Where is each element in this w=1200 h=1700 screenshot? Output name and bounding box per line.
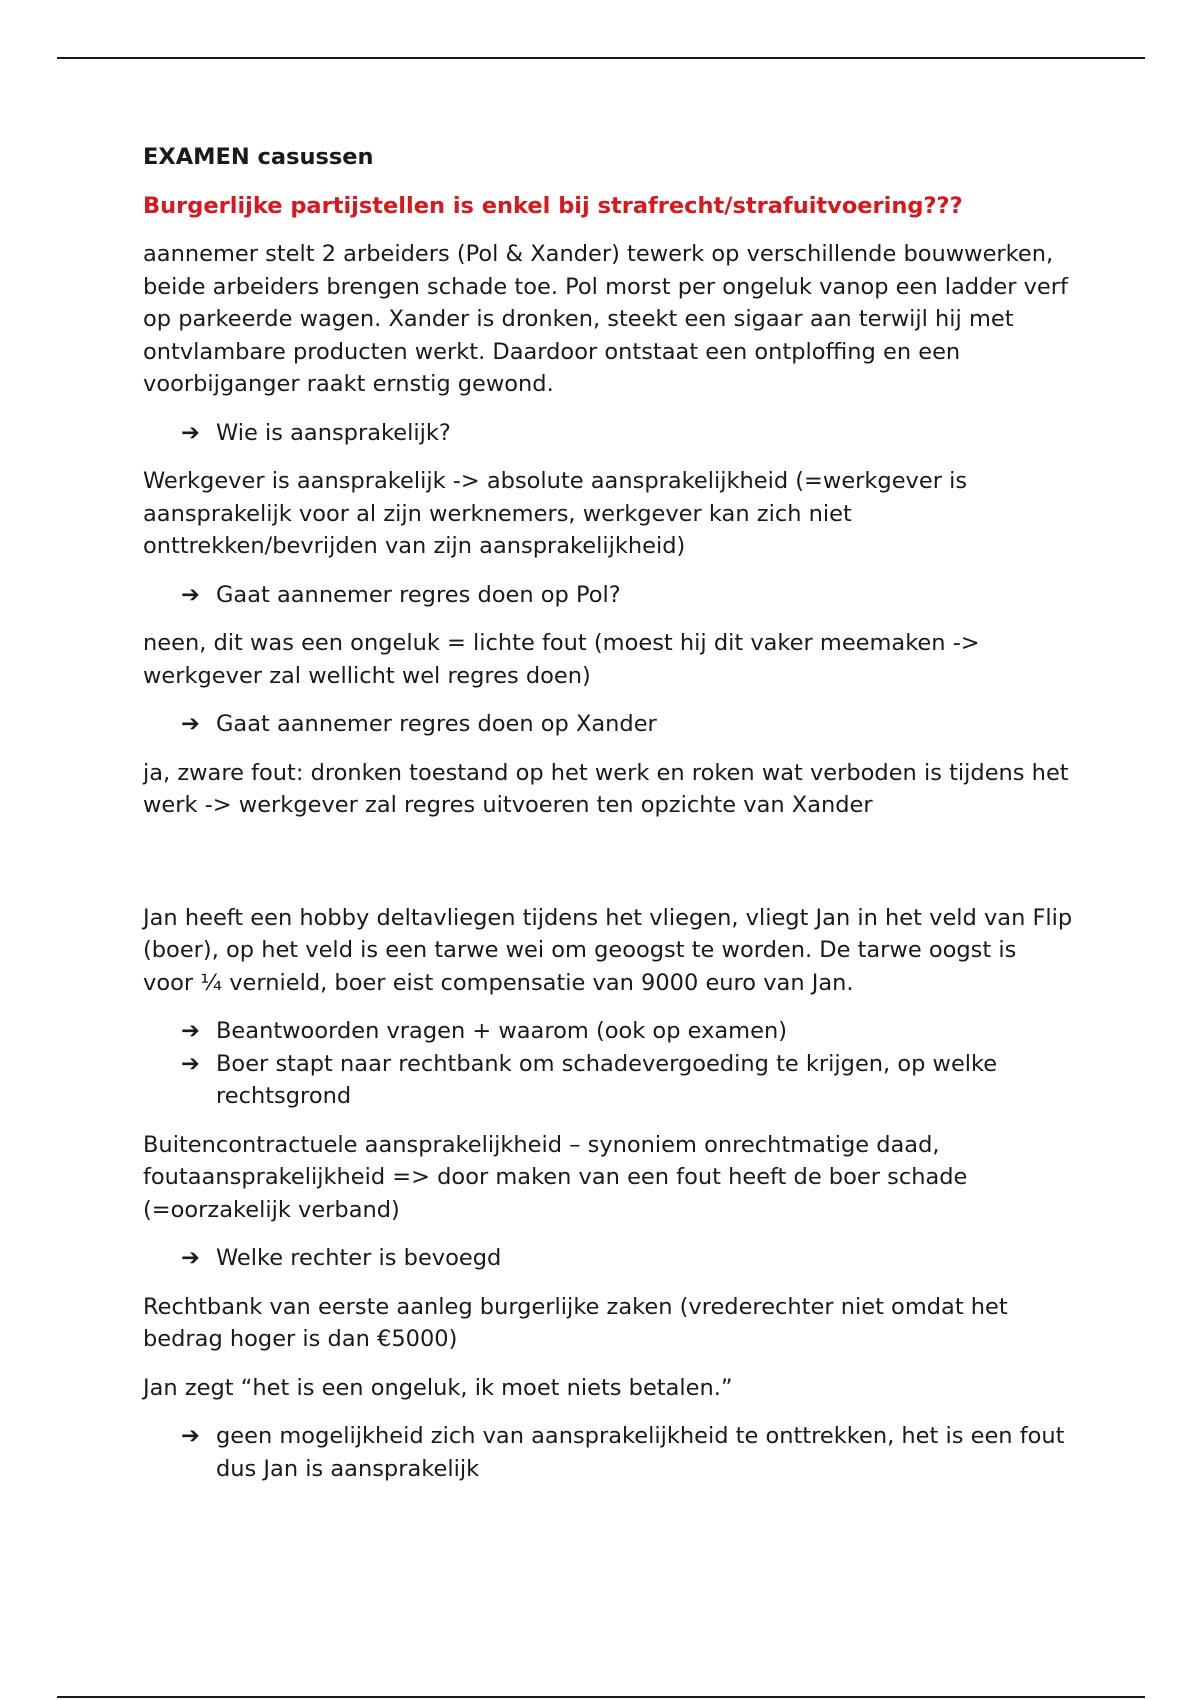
document-subtitle: Burgerlijke partijstellen is enkel bij strafrecht/strafuitvoering??? [143, 192, 963, 219]
arrow-right-icon: ➔ [181, 711, 200, 737]
header-rule [57, 57, 1145, 59]
case1-question-2: Gaat aannemer regres doen op Pol? [216, 581, 621, 608]
list-item [143, 417, 1073, 450]
arrow-right-icon: ➔ [181, 419, 200, 446]
list-item [143, 1015, 1073, 1048]
arrow-right-icon: ➔ [181, 1245, 200, 1271]
list-item [143, 1420, 1073, 1485]
case1-question-list-3 [143, 708, 1073, 741]
list-item [143, 708, 1073, 741]
case2-question-list-2 [143, 1242, 1073, 1275]
list-item [143, 1048, 1073, 1113]
case2-question-list-1 [143, 1015, 1073, 1113]
arrow-right-icon: ➔ [181, 1423, 200, 1449]
case2-question-2: Boer stapt naar rechtbank om schadevergoeding te krijgen, op welke rechtsgrond [216, 1050, 998, 1109]
case2-question-list-3 [143, 1420, 1073, 1485]
case1-description: aannemer stelt 2 arbeiders (Pol & Xander) tewerk op verschillende bouwwerken, beide arbeiders brengen schade toe. Pol morst per ongeluk vanop een ladder verf op parkeerde wagen. Xander is dronken, steekt een sigaar aan terwijl hij met ontvlambare producten werkt. Daardoor ontstaat een ontploffing en een voorbijganger raakt ernstig gewond. [143, 241, 1068, 397]
document-title: EXAMEN casussen [143, 144, 374, 170]
footer-rule [57, 1696, 1145, 1698]
case2-answer-3: Rechtbank van eerste aanleg burgerlijke zaken (vrederechter niet omdat het bedrag hoger is dan €5000) [143, 1293, 1008, 1352]
case1-question-list-1 [143, 417, 1073, 450]
case1-question-1: Wie is aansprakelijk? [216, 419, 451, 446]
case2-statement: Jan zegt “het is een ongeluk, ik moet niets betalen.” [143, 1374, 733, 1401]
case2-question-1: Beantwoorden vragen + waarom (ook op examen) [216, 1018, 787, 1044]
case1-answer-1: Werkgever is aansprakelijk -> absolute aansprakelijkheid (=werkgever is aansprakelijk voor al zijn werknemers, werkgever kan zich niet onttrekken/bevrijden van zijn aansprakelijkheid) [143, 468, 968, 559]
document-body [143, 141, 1073, 1501]
case1-answer-3: ja, zware fout: dronken toestand op het werk en roken wat verboden is tijdens het werk -> werkgever zal regres uitvoeren ten opzichte van Xander [143, 759, 1069, 818]
arrow-right-icon: ➔ [181, 1018, 200, 1044]
list-item [143, 579, 1073, 612]
arrow-right-icon: ➔ [181, 1050, 200, 1077]
case2-description: Jan heeft een hobby deltavliegen tijdens het vliegen, vliegt Jan in het veld van Flip (boer), op het veld is een tarwe wei om geoogst te worden. De tarwe oogst is voor ¼ vernield, boer eist compensatie van 9000 euro van Jan. [143, 904, 1073, 996]
case2-answer-4: geen mogelijkheid zich van aansprakelijkheid te onttrekken, het is een fout dus Jan is aansprakelijk [216, 1423, 1065, 1482]
list-item [143, 1242, 1073, 1275]
arrow-right-icon: ➔ [181, 581, 200, 608]
case1-answer-2: neen, dit was een ongeluk = lichte fout (moest hij dit vaker meemaken -> werkgever zal wellicht wel regres doen) [143, 630, 980, 689]
case2-question-3: Welke rechter is bevoegd [216, 1245, 502, 1271]
case2-answer-2: Buitencontractuele aansprakelijkheid – synoniem onrechtmatige daad, foutaansprakelijkheid => door maken van een fout heeft de boer schade (=oorzakelijk verband) [143, 1131, 968, 1223]
case1-question-list-2 [143, 579, 1073, 612]
case1-question-3: Gaat aannemer regres doen op Xander [216, 711, 657, 737]
